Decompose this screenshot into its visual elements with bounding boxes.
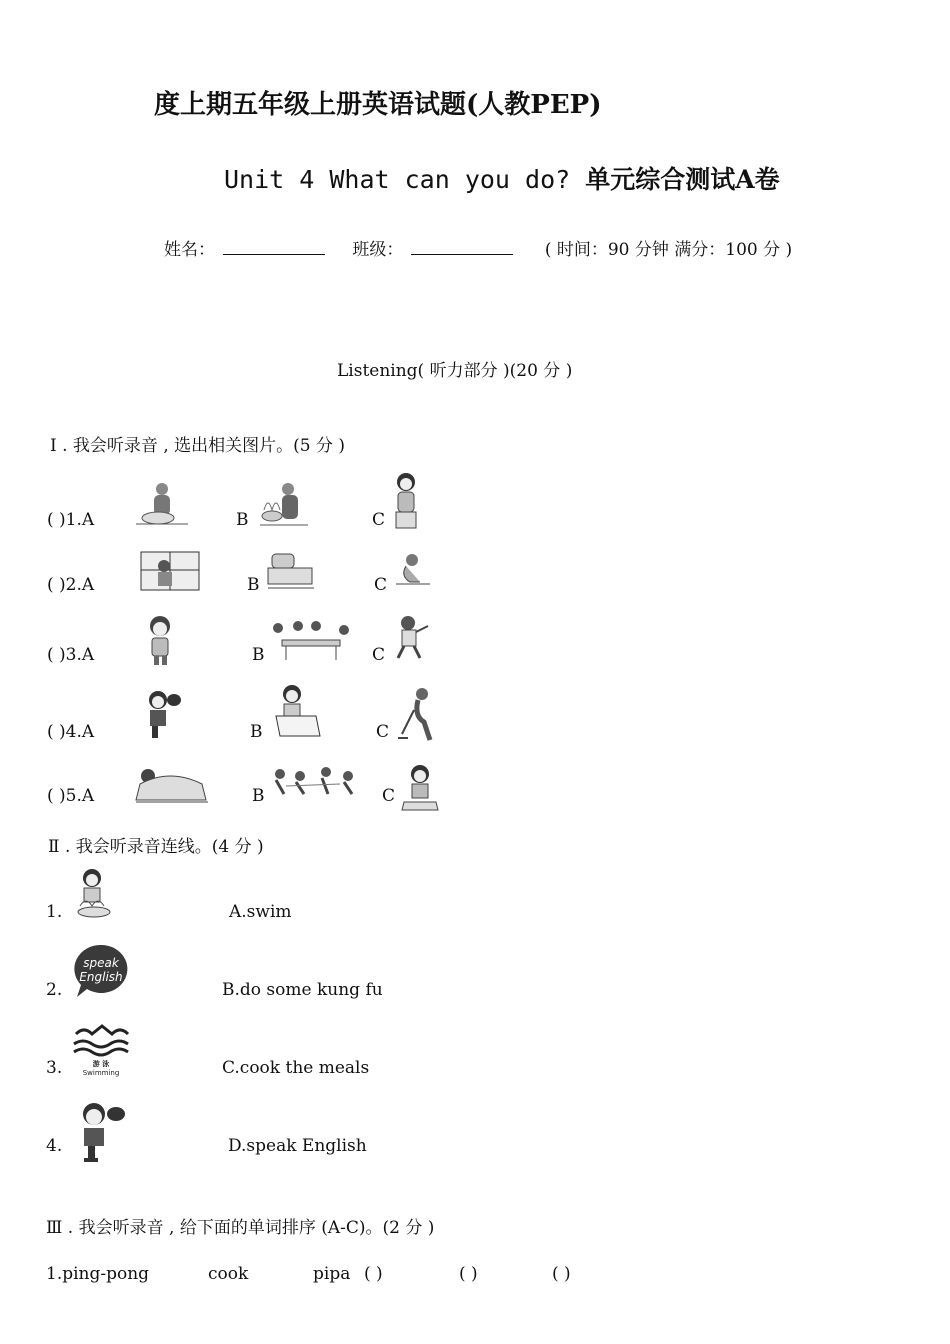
row5-option-c: C [382,786,396,806]
row5-option-b: B [252,786,265,806]
answer-bracket-3[interactable]: ( ) [552,1264,571,1284]
section2-heading: Ⅱ . 我会听录音连线。(4 分 ) [48,837,264,857]
person-cooking-image [258,480,310,528]
row2-option-b: B [247,575,260,595]
girl-drawing-image [270,682,322,740]
girl-reading-image [400,762,440,812]
swimming-icon [72,1020,130,1078]
speak-icon-line2: English [79,970,123,984]
boy-running-image [392,614,432,662]
time-info: ( 时间：90 分钟 满分：100 分 ) [544,240,793,260]
bed-image [266,548,316,592]
match-option-c: C.cook the meals [222,1058,370,1078]
boy-at-window-image [140,550,200,592]
man-sweeping-image [396,686,440,742]
row4-option-c: C [376,722,390,742]
subtitle-english: Unit 4 What can you do? [224,165,571,194]
match-option-a: A.swim [229,902,292,922]
name-blank[interactable] [223,238,325,255]
answer-bracket-2[interactable]: ( ) [459,1264,478,1284]
row2-prefix: ( )2.A [47,575,95,595]
row4-prefix: ( )4.A [47,722,95,742]
page-subtitle [224,160,780,196]
order-word-2: cook [208,1264,249,1284]
name-label: 姓名： [164,240,215,260]
speak-english-icon [72,942,130,1000]
boy-standing-image [144,614,180,666]
row3-option-c: C [372,645,386,665]
student-info-line [164,235,792,260]
section3-heading: Ⅲ . 我会听录音 , 给下面的单词排序 (A-C)。(2 分 ) [46,1218,435,1238]
row3-prefix: ( )3.A [47,645,95,665]
row4-option-b: B [250,722,263,742]
match-item-3-number: 3. [46,1058,63,1078]
person-washing-image [132,480,190,528]
row2-option-c: C [374,575,388,595]
row1-prefix: ( )1.A [47,510,95,530]
girl-sitting-image [388,470,428,532]
listening-heading: Listening( 听力部分 )(20 分 ) [337,361,573,381]
answer-bracket-1[interactable]: ( ) [364,1264,383,1284]
match-option-b: B.do some kung fu [222,980,383,1000]
order-word-3: pipa [313,1264,351,1284]
row1-option-b: B [236,510,249,530]
class-label: 班级： [352,240,404,260]
row1-option-c: C [372,510,386,530]
match-item-1-number: 1. [46,902,63,922]
row5-prefix: ( )5.A [47,786,95,806]
speak-icon-line1: speak [83,956,119,970]
ping-pong-players-image [268,618,354,664]
swim-icon-cn: 游 泳 [92,1060,110,1068]
swim-icon-en: Swimming [82,1069,120,1077]
girl-kung-fu-image-2 [72,1100,128,1164]
subtitle-chinese: 单元综合测试A卷 [585,165,780,194]
children-playing-image [270,766,360,802]
match-option-d: D.speak English [228,1136,367,1156]
section1-heading: Ⅰ . 我会听录音 , 选出相关图片。(5 分 ) [50,436,346,456]
order-word-1: 1.ping-pong [46,1264,150,1284]
page-title: 度上期五年级上册英语试题(人教PEP) [154,90,602,120]
girl-in-bed-image [134,764,210,806]
girl-cooking-image [72,866,118,920]
match-item-4-number: 4. [46,1136,63,1156]
girl-kung-fu-image [140,688,184,740]
row3-option-b: B [252,645,265,665]
person-sweeping-image [392,552,432,590]
class-blank[interactable] [411,238,513,255]
match-item-2-number: 2. [46,980,63,1000]
